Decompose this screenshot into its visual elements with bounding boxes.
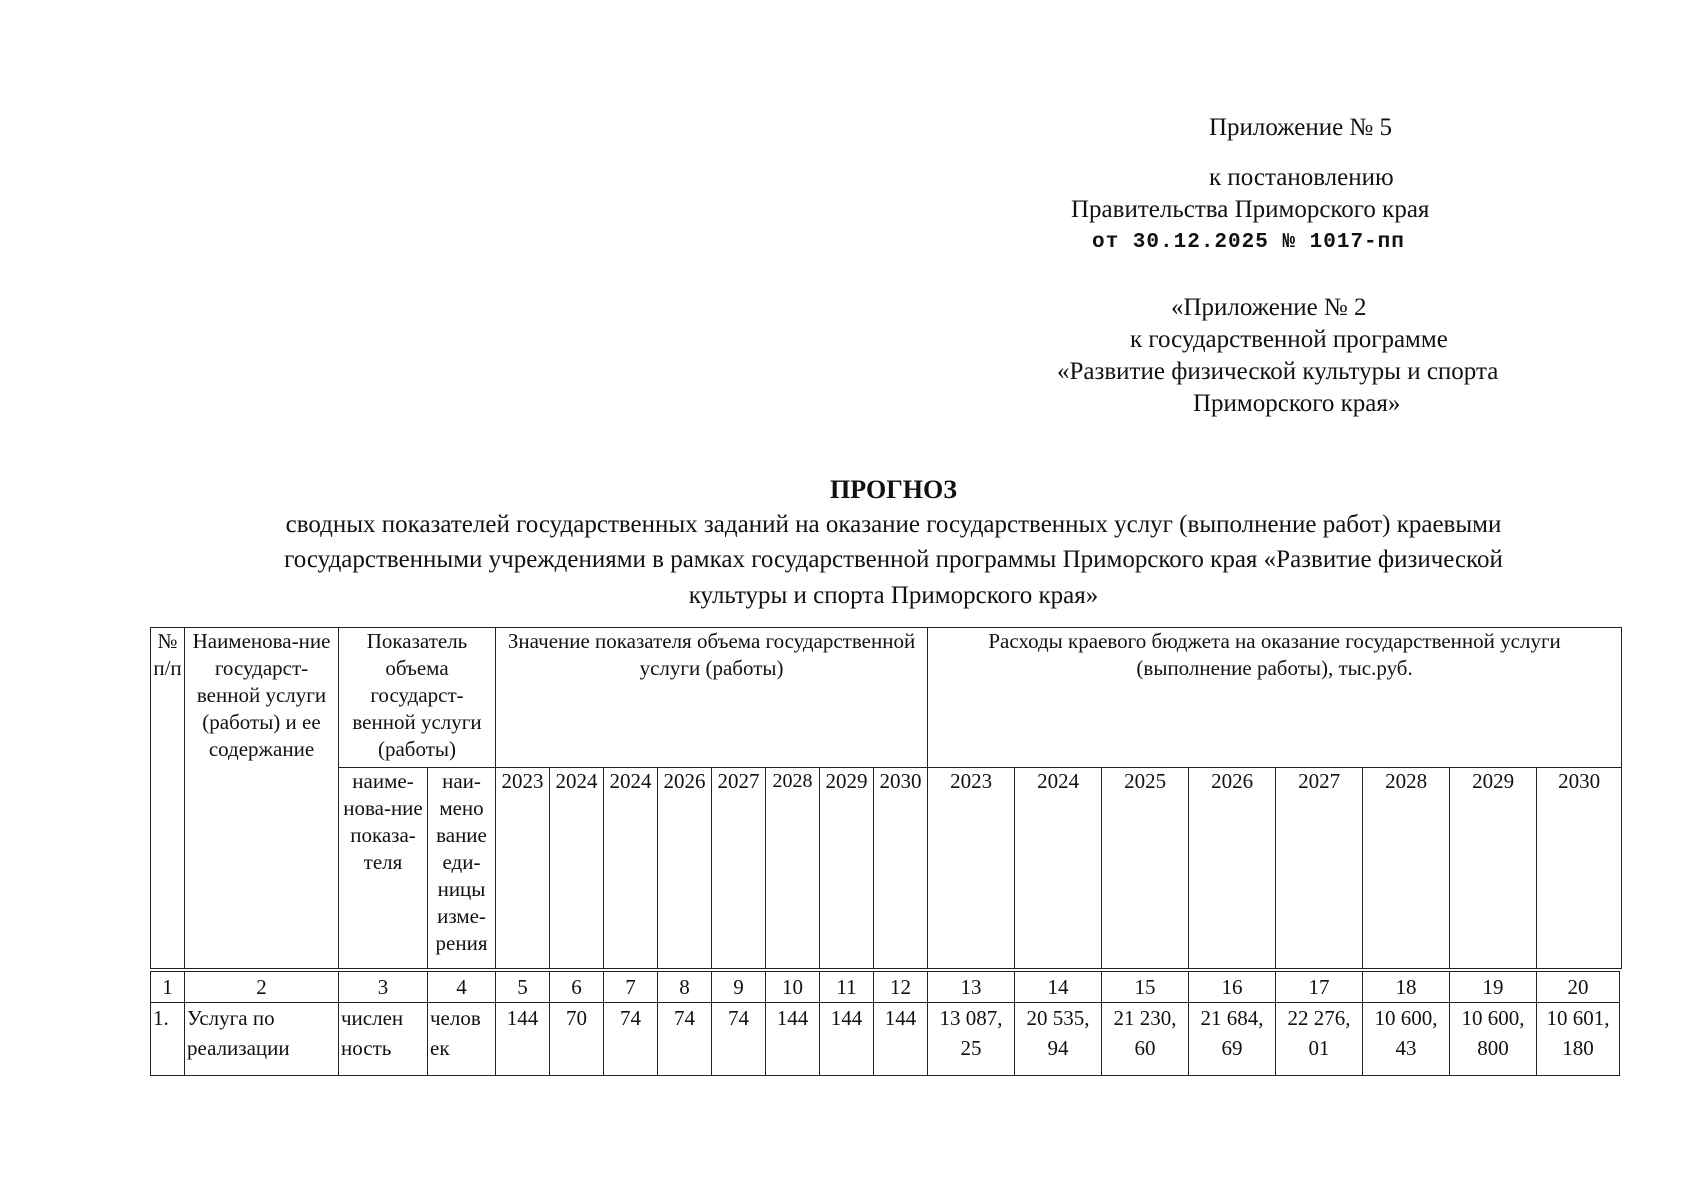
row-expense: 21 684, 69	[1189, 1003, 1276, 1076]
column-index: 20	[1537, 972, 1620, 1003]
table-row	[151, 1003, 1620, 1076]
decree-reference: от 30.12.2025 № 1017-пп	[1092, 231, 1405, 254]
expense-year-header: 2029	[1450, 768, 1537, 969]
expense-year-header: 2025	[1102, 768, 1189, 969]
row-expense: 21 230, 60	[1102, 1003, 1189, 1076]
row-expense: 10 600, 800	[1450, 1003, 1537, 1076]
government-name: Правительства Приморского края	[1071, 196, 1430, 223]
column-index: 7	[604, 972, 658, 1003]
column-index: 4	[428, 972, 496, 1003]
volume-year-header: 2028	[766, 768, 820, 969]
column-index: 19	[1450, 972, 1537, 1003]
column-index: 12	[874, 972, 928, 1003]
column-index: 17	[1276, 972, 1363, 1003]
expense-year-header: 2024	[1015, 768, 1102, 969]
row-expense: 22 276, 01	[1276, 1003, 1363, 1076]
col-header-volume-group: Значение показателя объема государственной услуги (работы)	[496, 628, 928, 768]
row-volume: 74	[712, 1003, 766, 1076]
document-title: ПРОГНОЗ	[830, 475, 957, 504]
row-volume: 70	[550, 1003, 604, 1076]
program-name-line-1: «Развитие физической культуры и спорта	[1057, 358, 1499, 385]
col-header-indicator-group: Показатель объема государст-венной услуги (работы)	[339, 628, 496, 768]
column-index: 8	[658, 972, 712, 1003]
volume-year-header: 2027	[712, 768, 766, 969]
row-volume: 74	[604, 1003, 658, 1076]
volume-year-header: 2030	[874, 768, 928, 969]
row-unit: челов ек	[428, 1003, 496, 1076]
column-index: 5	[496, 972, 550, 1003]
column-index: 18	[1363, 972, 1450, 1003]
column-index: 9	[712, 972, 766, 1003]
volume-year-header: 2024	[604, 768, 658, 969]
volume-year-header: 2029	[820, 768, 874, 969]
title-line-3: культуры и спорта Приморского края»	[688, 582, 1099, 609]
column-index: 6	[550, 972, 604, 1003]
row-number: 1.	[151, 1003, 185, 1076]
row-volume: 144	[766, 1003, 820, 1076]
title-line-2: государственными учреждениями в рамках государственной программы Приморского края «Развитие физической	[284, 546, 1503, 573]
volume-year-header: 2026	[658, 768, 712, 969]
expense-year-header: 2030	[1537, 768, 1622, 969]
col-header-indicator-name: наиме-нова-ние показа-теля	[339, 768, 428, 969]
column-index-row	[151, 972, 1620, 1003]
col-header-number: № п/п	[151, 628, 185, 969]
table-header	[150, 627, 1622, 969]
col-header-indicator-unit: наи-мено вание еди-ницы изме-рения	[428, 768, 496, 969]
row-service: Услуга по реализации	[185, 1003, 339, 1076]
row-expense: 10 600, 43	[1363, 1003, 1450, 1076]
volume-year-header: 2024	[550, 768, 604, 969]
column-index: 3	[339, 972, 428, 1003]
row-volume: 74	[658, 1003, 712, 1076]
volume-year-header: 2023	[496, 768, 550, 969]
expense-year-header: 2027	[1276, 768, 1363, 969]
expense-year-header: 2026	[1189, 768, 1276, 969]
column-index: 16	[1189, 972, 1276, 1003]
column-index: 2	[185, 972, 339, 1003]
row-volume: 144	[496, 1003, 550, 1076]
to-resolution: к постановлению	[1209, 164, 1394, 191]
row-expense: 10 601, 180	[1537, 1003, 1620, 1076]
column-index: 1	[151, 972, 185, 1003]
column-index: 15	[1102, 972, 1189, 1003]
to-program: к государственной программе	[1130, 326, 1448, 353]
col-header-service: Наименова-ние государст-венной услуги (работы) и ее содержание	[185, 628, 339, 969]
column-index: 10	[766, 972, 820, 1003]
row-volume: 144	[874, 1003, 928, 1076]
previous-appendix: «Приложение № 2	[1171, 294, 1367, 321]
row-indicator: числен ность	[339, 1003, 428, 1076]
title-line-1: сводных показателей государственных заданий на оказание государственных услуг (выполнение работ) краевыми	[285, 511, 1502, 538]
expense-year-header: 2023	[928, 768, 1015, 969]
table-body	[150, 971, 1620, 1076]
appendix-title: Приложение № 5	[1209, 114, 1393, 141]
row-expense: 13 087, 25	[928, 1003, 1015, 1076]
row-volume: 144	[820, 1003, 874, 1076]
program-name-line-2: Приморского края»	[1193, 390, 1401, 417]
column-index: 14	[1015, 972, 1102, 1003]
column-index: 11	[820, 972, 874, 1003]
row-expense: 20 535, 94	[1015, 1003, 1102, 1076]
column-index: 13	[928, 972, 1015, 1003]
expense-year-header: 2028	[1363, 768, 1450, 969]
col-header-expense-group: Расходы краевого бюджета на оказание государственной услуги (выполнение работы), тыс.руб.	[928, 628, 1622, 768]
